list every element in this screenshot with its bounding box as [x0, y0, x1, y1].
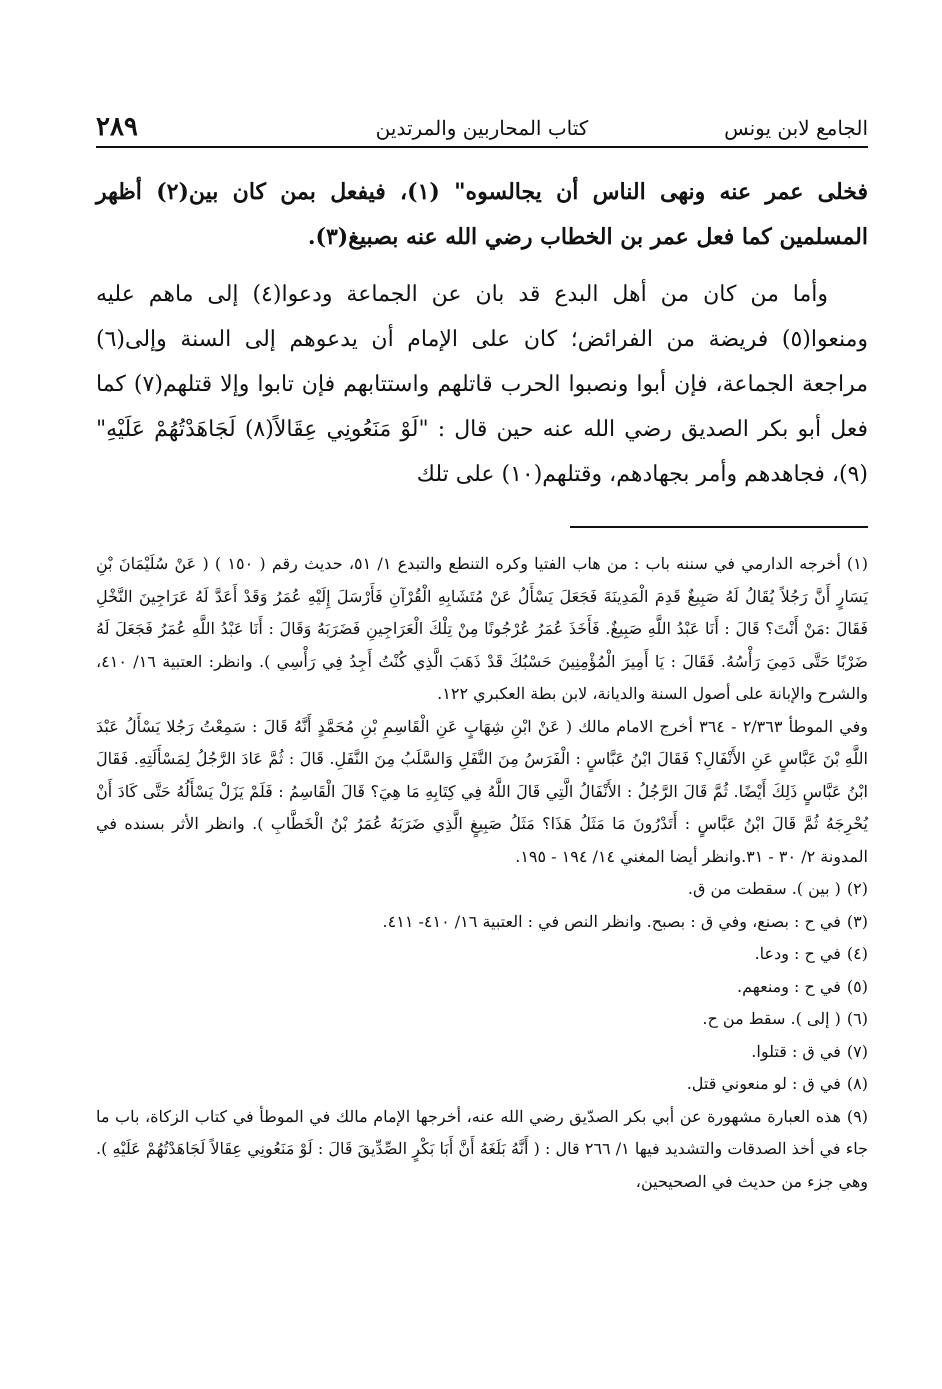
- footnote-6: [96, 1003, 868, 1036]
- paragraph-2: وأما من كان من أهل البدع قد بان عن الجماعة ودعوا(٤) إلى ماهم عليه ومنعوا(٥) فريضة من الفرائض؛ كان على الإمام أن يدعوهم إلى السنة وإلى(٦) مراجعة الجماعة، فإن أبوا ونصبوا الحرب قاتلهم واستتابهم فإن تابوا وإلا قتلهم(٧) كما فعل أبو بكر الصديق رضي الله عنه حين قال : "لَوْ مَنَعُونِي عِقَالاً(٨) لَجَاهَدْتُهُمْ عَلَيْهِ" (٩)، فجاهدهم وأمر بجهادهم، وقتلهم(١٠) على تلك: [96, 282, 869, 487]
- footnote-text: أخرجه الدارمي في سننه باب : من هاب الفتيا وكره التنطع والتبدع ١/ ٥١، حديث رقم ( ١٥٠ ) ( عَنْ سُلَيْمَانَ بْنِ يَسَارٍ أَنَّ رَجُلاً يُقَالُ لَهُ صَبِيغٌ قَدِمَ الْمَدِينَةَ فَجَعَلَ يَسْأَلُ عَنْ مُتَشَابِهِ الْقُرْآنِ فَأَرْسَلَ إِلَيْهِ عُمَرُ وَقَدْ أَعَدَّ لَهُ عَرَاجِينَ النَّخْلِ فَقَالَ :مَنْ أَنْتَ؟ قَالَ : أَنَا عَبْدُ اللَّهِ صَبِيغٌ. فَأَخَذَ عُمَرُ عُرْجُونًا مِنْ تِلْكَ الْعَرَاجِينِ فَضَرَبَهُ وَقَالَ : أَنَا عَبْدُ اللَّهِ عُمَرُ فَجَعَلَ لَهُ ضَرْبًا حَتَّى دَمِيَ رَأْسُهُ. فَقَالَ : يَا أَمِيرَ الْمُؤْمِنِينَ حَسْبُكَ قَدْ ذَهَبَ الَّذِي كُنْتُ أَجِدُ فِي رَأْسِي ). وانظر: العتبية ١٦/ ٤١٠، والشرح والإبانة على أصول السنة والديانة، لابن بطة العكبري ١٢٢.: [96, 554, 869, 703]
- footnote-number: (٨): [846, 1074, 868, 1093]
- footnote-9: [96, 1101, 868, 1199]
- footnote-text: في ق : لو منعوني قتل.: [686, 1074, 841, 1093]
- footnote-number: (٣): [846, 911, 868, 931]
- footnote-number: (٩): [846, 1106, 869, 1126]
- paragraph-1: فخلى عمر عنه ونهى الناس أن يجالسوه" (١)، فيفعل بمن كان بين(٢) أظهر المسلمين كما فعل عمر بن الخطاب رضي الله عنه بصبيغ(٣).: [96, 179, 868, 250]
- footnote-number: (١): [846, 554, 868, 573]
- footnote-number: (٤): [846, 944, 868, 963]
- footnote-4: [96, 938, 868, 971]
- page-header: [96, 112, 868, 148]
- footnote-number: (٦): [846, 1009, 868, 1028]
- footnote-number: (٢): [846, 879, 868, 898]
- footnote-text: هذه العبارة مشهورة عن أبي بكر الصدّيق رضي الله عنه، أخرجها الإمام مالك في الموطأ في كتاب الزكاة، باب ما جاء في أخذ الصدقات والتشديد فيها ١/ ٢٦٦ قال : ( أَنَّهُ بَلَغَهُ أَنَّ أَبَا بَكْرٍ الصِّدِّيقَ قَالَ : لَوْ مَنَعُونِي عِقَالاً لَجَاهَدْتُهُمْ عَلَيْهِ ). وهي جزء من حديث في الصحيحين،: [96, 1106, 868, 1191]
- page-number: ٢٨٩: [96, 112, 138, 142]
- book-title: الجامع لابن يونس: [724, 116, 868, 140]
- footnote-text: ( بين ). سقطت من ق.: [687, 879, 841, 898]
- footnote-text: وفي الموطأ ٢/٣٦٣ - ٣٦٤ أخرج الامام مالك ( عَنْ ابْنِ شِهَابٍ عَنِ الْقَاسِمِ بْنِ مُحَمَّدٍ أَنَّهُ قَالَ : سَمِعْتُ رَجُلا يَسْأَلُ عَبْدَ اللَّهِ بْنَ عَبَّاسٍ عَنِ الأَنْفَالِ؟ فَقَالَ ابْنُ عَبَّاسٍ : الْفَرَسُ مِنَ النَّفَلِ وَالسَّلَبُ مِنَ النَّفَلِ. قَالَ : ثُمَّ عَادَ الرَّجُلُ لِمَسْأَلَتِهِ. فَقَالَ ابْنُ عَبَّاسٍ ذَلِكَ أَيْضًا. ثُمَّ قَالَ الرَّجُلُ : الأَنْفَالُ الَّتِي قَالَ اللَّهُ فِي كِتَابِهِ مَا هِيَ؟ قَالَ الْقَاسِمُ : فَلَمْ يَزَلْ يَسْأَلُهُ حَتَّى كَادَ أَنْ يُحْرِجَهُ ثُمَّ قَالَ ابْنُ عَبَّاسٍ : أَتَدْرُونَ مَا مَثَلُ هَذَا؟ مَثَلُ صَبِيغٍ الَّذِي ضَرَبَهُ عُمَرُ بْنُ الْخَطَّابِ ). وانظر الأثر بسنده في المدونة ٢/ ٣٠ - ٣١.وانظر أيضا المغني ١٤/ ١٩٤ - ١٩٥.: [96, 716, 869, 866]
- footnote-number: (٧): [846, 1041, 868, 1061]
- footnote-separator: [570, 526, 868, 528]
- footnote-text: ( إلى ). سقط من ح.: [702, 1009, 841, 1028]
- footnote-text: في ح : بصنع، وفي ق : بصبح. وانظر النص في : العتبية ١٦/ ٤١٠- ٤١١.: [382, 911, 841, 931]
- footnotes: [96, 548, 868, 1198]
- chapter-title: كتاب المحاربين والمرتدين: [375, 116, 589, 140]
- footnote-1-continued: [96, 711, 868, 874]
- footnote-7: [96, 1036, 868, 1069]
- footnote-1: [96, 548, 868, 711]
- footnote-5: [96, 971, 868, 1004]
- footnote-text: في ح : ومنعهم.: [736, 976, 841, 996]
- footnote-text: في ح : ودعا.: [754, 944, 841, 963]
- main-text: [96, 170, 868, 497]
- footnote-number: (٥): [846, 976, 868, 996]
- footnote-8: [96, 1068, 868, 1101]
- footnote-3: [96, 906, 868, 939]
- footnote-2: [96, 873, 868, 906]
- footnote-text: في ق : قتلوا.: [751, 1041, 841, 1061]
